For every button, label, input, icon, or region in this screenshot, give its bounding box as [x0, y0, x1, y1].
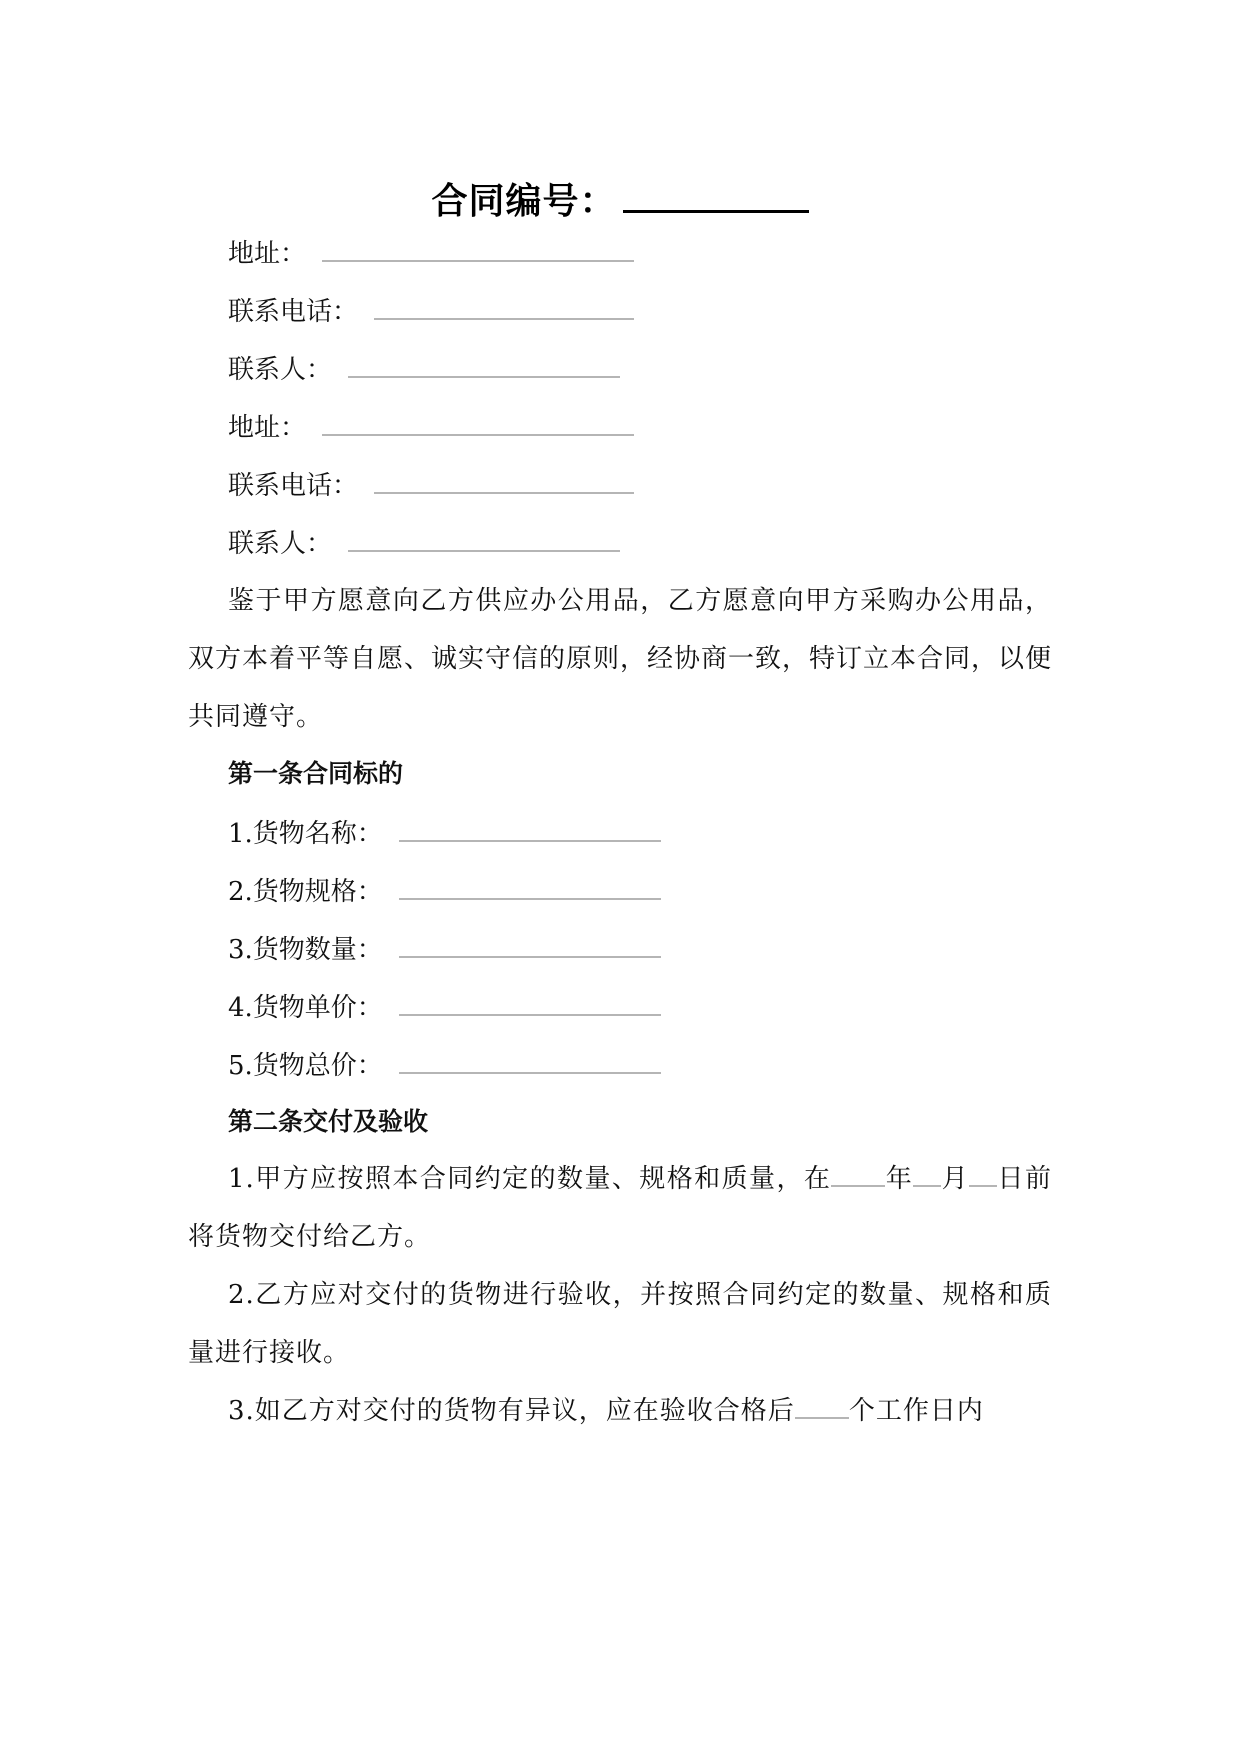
- party-b-address-blank[interactable]: [322, 406, 634, 436]
- month-label: 月: [941, 1164, 970, 1194]
- clause3-text: 3.如乙方对交付的货物有异议，应在验收合格后: [228, 1396, 795, 1426]
- preamble-paragraph: 鉴于甲方愿意向乙方供应办公用品，乙方愿意向甲方采购办公用品，双方本着平等自愿、诚实守信的原则，经协商一致，特订立本合同，以便共同遵守。: [188, 586, 1053, 732]
- article2-clause2: 2.乙方应对交付的货物进行验收，并按照合同约定的数量、规格和质量进行接收。: [188, 1280, 1052, 1368]
- field-label: 1.货物名称：: [228, 819, 383, 849]
- clause1-text-end: 日前将货物交付给乙方。: [188, 1164, 1052, 1252]
- field-label: 联系电话：: [228, 297, 359, 327]
- goods-unit-price-blank[interactable]: [399, 986, 661, 1016]
- party-a-contact-blank[interactable]: [348, 348, 620, 378]
- delivery-day-blank[interactable]: [969, 1159, 997, 1187]
- goods-spec-blank[interactable]: [399, 870, 661, 900]
- field-label: 联系人：: [228, 529, 333, 559]
- field-label: 地址：: [228, 239, 307, 269]
- clause1-text: 1.甲方应按照本合同约定的数量、规格和质量，在: [228, 1164, 832, 1194]
- field-label: 5.货物总价：: [228, 1051, 383, 1081]
- goods-total-price-row: [228, 1044, 661, 1086]
- field-label: 4.货物单价：: [228, 993, 383, 1023]
- goods-spec-row: [228, 870, 661, 912]
- party-a-phone-row: [228, 290, 634, 332]
- goods-name-row: [228, 812, 661, 854]
- field-label: 2.货物规格：: [228, 877, 383, 907]
- party-b-contact-blank[interactable]: [348, 522, 620, 552]
- contract-number-blank[interactable]: [623, 176, 809, 213]
- party-b-address-row: [228, 406, 634, 448]
- contract-number-title: [188, 176, 1052, 227]
- field-label: 联系人：: [228, 355, 333, 385]
- year-label: 年: [885, 1164, 914, 1194]
- field-label: 联系电话：: [228, 471, 359, 501]
- goods-quantity-row: [228, 928, 661, 970]
- delivery-month-blank[interactable]: [913, 1159, 941, 1187]
- objection-days-blank[interactable]: [795, 1391, 849, 1419]
- delivery-year-blank[interactable]: [831, 1159, 885, 1187]
- field-label: 3.货物数量：: [228, 935, 383, 965]
- clause3-text-end: 个工作日内: [848, 1396, 984, 1426]
- field-label: 地址：: [228, 413, 307, 443]
- goods-quantity-blank[interactable]: [399, 928, 661, 958]
- contract-number-label: 合同编号：: [431, 181, 617, 222]
- party-b-contact-row: [228, 522, 620, 564]
- goods-total-price-blank[interactable]: [399, 1044, 661, 1074]
- goods-name-blank[interactable]: [399, 812, 661, 842]
- article2-clause3: [188, 1382, 1052, 1440]
- party-a-address-blank[interactable]: [322, 232, 634, 262]
- party-b-phone-row: [228, 464, 634, 506]
- party-a-phone-blank[interactable]: [374, 290, 634, 320]
- party-a-contact-row: [228, 348, 620, 390]
- party-a-address-row: [228, 232, 634, 274]
- goods-unit-price-row: [228, 986, 661, 1028]
- article1-heading: 第一条合同标的: [228, 759, 404, 788]
- article2-clause1: [188, 1150, 1052, 1266]
- party-b-phone-blank[interactable]: [374, 464, 634, 494]
- article2-heading: 第二条交付及验收: [228, 1107, 429, 1136]
